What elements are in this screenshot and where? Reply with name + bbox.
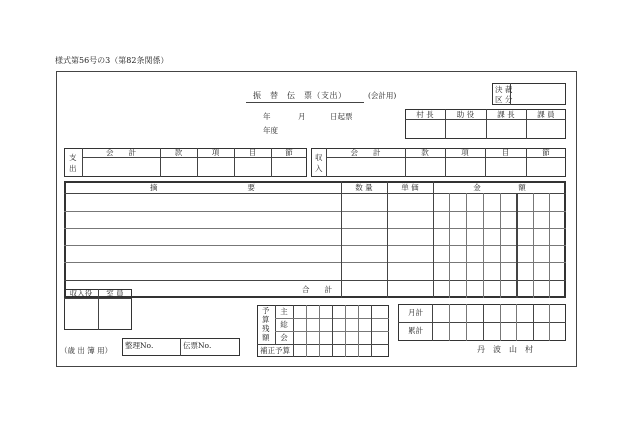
budget-side-1: 予 <box>262 306 270 315</box>
main-row-line-4 <box>64 262 566 263</box>
period-digit-1 <box>449 304 450 341</box>
receiver-header-line <box>64 298 132 299</box>
budget-digit-4 <box>345 305 346 357</box>
expense-header-moku: 目 <box>248 148 257 157</box>
period-digit-7 <box>549 304 550 341</box>
expense-header-kou: 項 <box>211 148 220 157</box>
header-unit-price: 単 価 <box>401 183 419 192</box>
budget-digit-2 <box>319 305 320 357</box>
ref-no-label: 整理No. <box>125 341 154 350</box>
period-digit-4 <box>500 304 501 341</box>
number-divider <box>180 338 181 356</box>
amount-digit-4 <box>500 193 501 298</box>
budget-digit-6 <box>371 305 372 357</box>
main-price-divider <box>433 181 434 298</box>
income-header-line <box>326 157 566 158</box>
income-label-2: 入 <box>315 164 323 173</box>
income-header-kou: 項 <box>461 148 469 157</box>
period-monthly: 月計 <box>408 308 423 317</box>
approver-staff: 課 員 <box>537 110 555 119</box>
date-day: 日起票 <box>330 112 353 121</box>
main-row-line-3 <box>64 245 566 246</box>
voucher-title-suffix: (会計用) <box>368 91 397 100</box>
main-row-line-2 <box>64 228 566 229</box>
header-quantity: 数 量 <box>355 183 373 192</box>
form-code: 様式第56号の3（第82条関係） <box>55 56 169 65</box>
budget-digit-3 <box>332 305 333 357</box>
expense-header-account: 会 計 <box>106 148 136 157</box>
period-digit-6 <box>533 304 534 341</box>
income-header-account: 会 計 <box>350 148 381 157</box>
date-year: 年 <box>263 112 271 121</box>
receiver-role: 収入役 <box>69 289 93 298</box>
income-header-setsu: 節 <box>542 148 550 157</box>
expense-header-setsu: 節 <box>285 148 293 157</box>
voucher-title: 振 替 伝 票（支出） <box>253 91 347 100</box>
voucher-no-label: 伝票No. <box>183 341 212 350</box>
title-underline <box>246 102 364 103</box>
period-digit-5 <box>516 304 517 341</box>
budget-correction-line <box>257 344 389 345</box>
main-row-line-1 <box>64 211 566 212</box>
main-qty-divider <box>387 181 388 298</box>
income-label-1: 収 <box>315 153 323 162</box>
budget-row-meeting: 会 <box>280 333 288 342</box>
budget-row-main: 主 <box>280 307 288 316</box>
expense-label-1: 支 <box>69 153 77 162</box>
budget-correction: 補正予算 <box>260 346 290 355</box>
header-summary: 摘 要 <box>150 183 255 192</box>
main-total-line <box>64 280 566 281</box>
period-cumulative: 累計 <box>408 326 423 335</box>
approver-mayor: 村 長 <box>416 110 434 119</box>
decision-label-bottom: 区 分 <box>495 95 513 104</box>
expense-header-kan: 款 <box>174 148 183 157</box>
amount-digit-6 <box>533 193 534 298</box>
income-header-kan: 款 <box>421 148 429 157</box>
decision-label-top: 決 裁 <box>495 85 513 94</box>
budget-digit-1 <box>306 305 307 357</box>
budget-side-3: 残 <box>262 324 270 333</box>
budget-side-2: 算 <box>262 315 270 324</box>
main-summary-divider <box>341 181 342 298</box>
budget-digit-5 <box>358 305 359 357</box>
total-label: 合 計 <box>302 285 332 294</box>
expense-header-line <box>82 157 307 158</box>
budget-side-4: 額 <box>262 333 270 342</box>
amount-digit-2 <box>466 193 467 298</box>
period-row-line <box>398 322 566 323</box>
amount-digit-7 <box>549 193 550 298</box>
period-digit-2 <box>466 304 467 341</box>
village-name: 丹 波 山 村 <box>477 345 533 354</box>
budget-row-general: 総 <box>280 320 288 329</box>
amount-digit-5 <box>516 193 518 298</box>
approver-section-chief: 課 長 <box>497 110 515 119</box>
header-amount: 金 額 <box>473 183 526 192</box>
expense-label-2: 出 <box>69 164 77 173</box>
approver-deputy: 助 役 <box>456 110 475 119</box>
ledger-label: （歳 出 簿 用） <box>60 346 113 355</box>
amount-digit-1 <box>449 193 450 298</box>
main-header-line <box>64 193 566 194</box>
amount-digit-3 <box>483 193 484 298</box>
income-header-moku: 目 <box>501 148 510 157</box>
fiscal-year: 年度 <box>263 126 278 135</box>
period-label-divider <box>432 304 433 341</box>
date-month: 月 <box>298 112 306 121</box>
period-digit-3 <box>483 304 484 341</box>
receiver-staff: 室 員 <box>106 289 124 298</box>
